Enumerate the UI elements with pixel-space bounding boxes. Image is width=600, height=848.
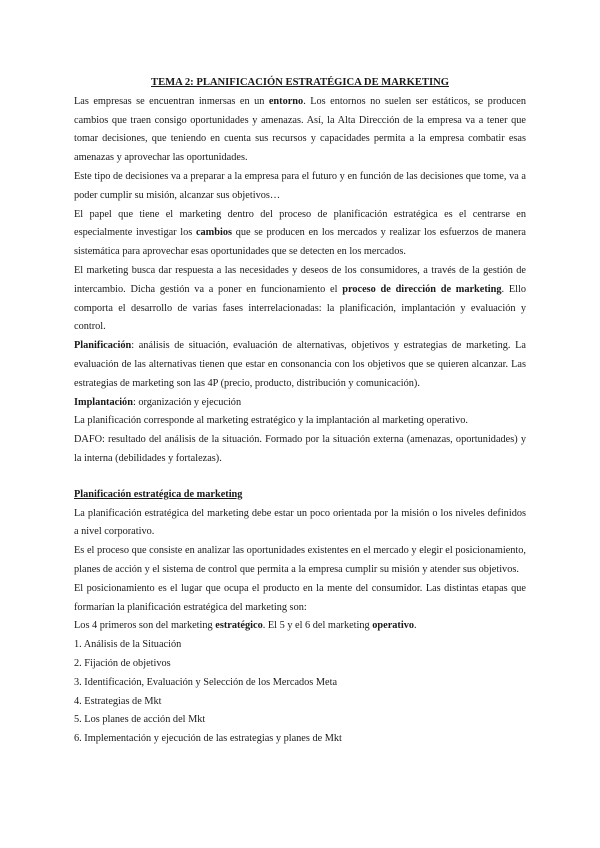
list-item: 2. Fijación de objetivos bbox=[74, 657, 171, 669]
list-item: 1. Análisis de la Situación bbox=[74, 639, 182, 651]
text: : organización y ejecución bbox=[132, 396, 242, 408]
section-paragraph-4 bbox=[74, 617, 526, 636]
bold-term: operativo bbox=[372, 620, 415, 632]
bold-term: entorno bbox=[268, 95, 304, 107]
paragraph-decisiones: Este tipo de decisiones va a preparar a la empresa para el futuro y en función de las decisiones que tome, va a poder cumplir su misión, alcanzar sus objetivos… bbox=[74, 170, 526, 201]
text: . bbox=[414, 620, 417, 632]
list-item: 3. Identificación, Evaluación y Selección de los Mercados Meta bbox=[74, 676, 338, 688]
section-paragraph-3: El posicionamiento es el lugar que ocupa el producto en la mente del consumidor. Las distintas etapas que formarían la planificación estratégica del marketing son: bbox=[74, 582, 526, 613]
list-item: 4. Estrategias de Mkt bbox=[74, 695, 162, 707]
bold-term: Planificación bbox=[74, 340, 132, 352]
bold-term: estratégico bbox=[215, 620, 263, 632]
text: : análisis de situación, evaluación de alternativas, objetivos y estrategias de marketing. La evaluación de las alternativas tienen que estar en consonancia con los objetivos que se quieren alcanzar. Las estrategias de marketing son las 4P (precio, producto, distribución y comunicación). bbox=[74, 340, 526, 389]
section-heading: Planificación estratégica de marketing bbox=[74, 488, 243, 500]
paragraph-estrategico-operativo: La planificación corresponde al marketing estratégico y la implantación al marketing operativo. bbox=[74, 415, 468, 427]
text: El papel que tiene el marketing dentro del proceso de planificación estratégica es el centrarse en especialmente investigar los bbox=[74, 208, 526, 239]
text: El marketing busca dar respuesta a las necesidades y deseos de los consumidores, a través de la gestión de intercambio. Dicha gestión va a poner en funcionamiento el bbox=[74, 264, 526, 295]
list-item: 6. Implementación y ejecución de las estrategias y planes de Mkt bbox=[74, 733, 342, 745]
section-paragraph-1: La planificación estratégica del marketing debe estar un poco orientada por la misión o los niveles definidos a nivel corporativo. bbox=[74, 507, 526, 538]
bold-term: cambios bbox=[195, 227, 233, 239]
paragraph-planificacion bbox=[74, 337, 526, 393]
paragraph-dafo: DAFO: resultado del análisis de la situación. Formado por la situación externa (amenazas, oportunidades) y la interna (debilidades y fortalezas). bbox=[74, 434, 526, 464]
bold-term: proceso de dirección de marketing bbox=[342, 283, 502, 295]
section-paragraph-2: Es el proceso que consiste en analizar las oportunidades existentes en el mercado y elegir el posicionamiento, planes de acción y el sistema de control que permita a la empresa cumplir su misión y atender sus objetivos. bbox=[74, 545, 526, 575]
text: Las empresas se encuentran inmersas en un bbox=[74, 95, 269, 107]
text: . Ello comporta el desarrollo de varias fases interrelacionadas: la planificación, implantación y evaluación y control. bbox=[74, 283, 526, 333]
text: Los 4 primeros son del marketing bbox=[74, 620, 216, 632]
bold-term: Implantación bbox=[74, 396, 133, 408]
paragraph-entorno bbox=[74, 93, 526, 168]
text: . Los entornos no suelen ser estáticos, se producen cambios que traen consigo oportunidades y amenazas. Así, la Alta Dirección de la empresa va a tener que tomar decisiones, que teniendo en cuenta sus recursos y capacidades permita a la empresa combatir esas amenazas y aprovechar las oportunidades. bbox=[74, 95, 526, 164]
page-title: TEMA 2: PLANIFICACIÓN ESTRATÉGICA DE MARKETING bbox=[151, 77, 449, 88]
steps-list bbox=[74, 636, 526, 749]
list-item: 5. Los planes de acción del Mkt bbox=[74, 714, 206, 726]
paragraph-implantacion bbox=[74, 394, 526, 413]
text: que se producen en los mercados y realizar los esfuerzos de manera sistemática para aprovechar esas oportunidades que se detecten en los mercados. bbox=[74, 227, 526, 258]
paragraph-necesidades bbox=[74, 262, 526, 337]
text: . El 5 y el 6 del marketing bbox=[262, 620, 373, 632]
paragraph-papel-marketing bbox=[74, 206, 526, 262]
